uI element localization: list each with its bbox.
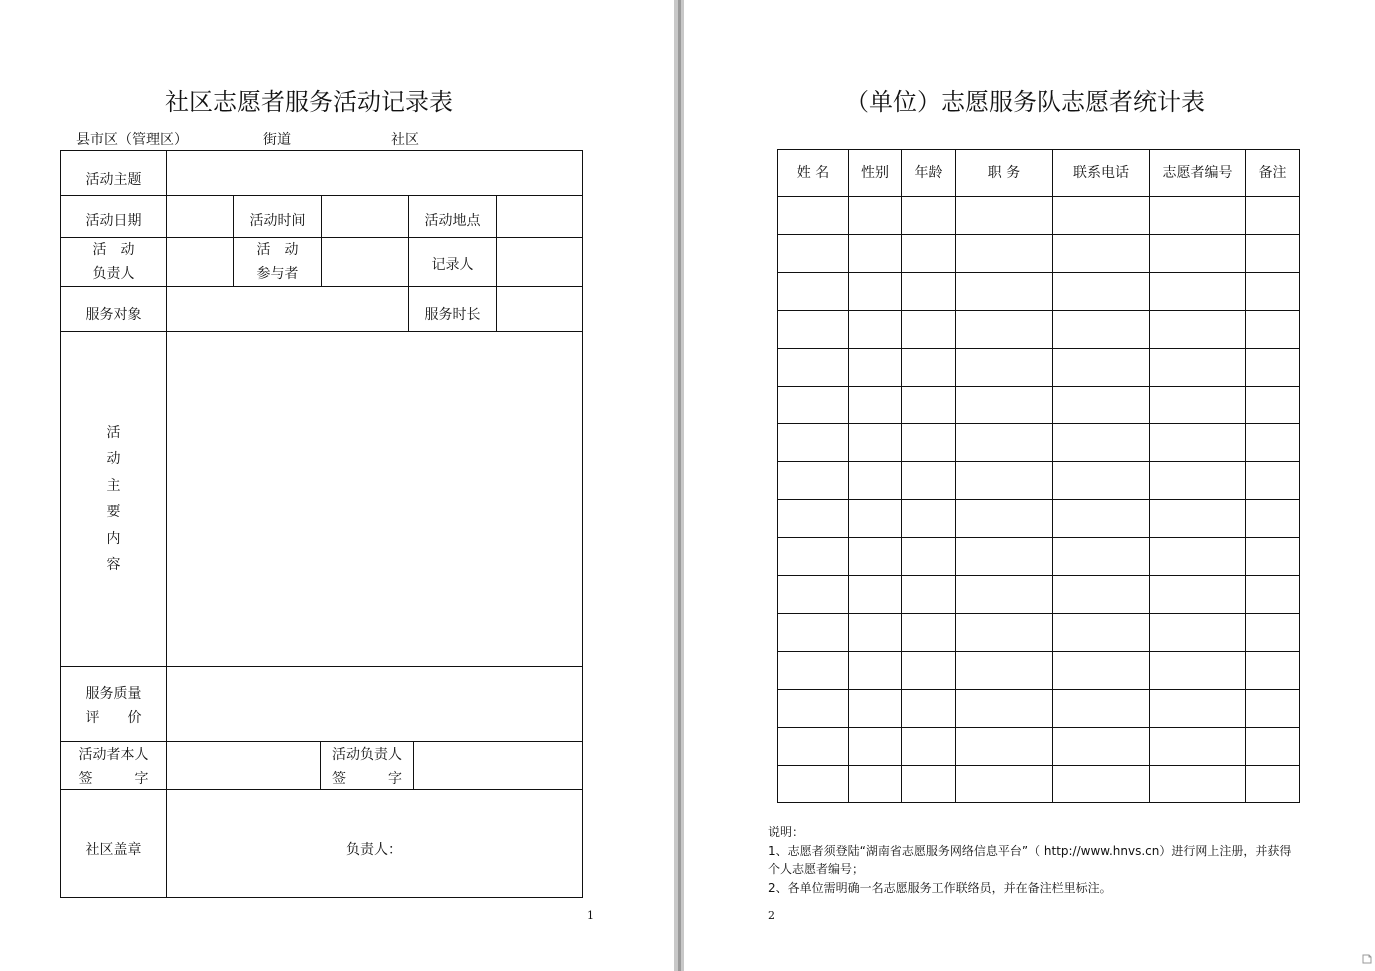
quality-label-line2: 评 价 [85,710,142,726]
column-header-name: 姓 名 [796,165,830,181]
column-header-remarks: 备注 [1258,165,1287,181]
table-border-side [1299,149,1300,803]
column-header-position: 职 务 [987,165,1021,181]
table-row-rule [777,765,1300,766]
leader-sign-label-line1: 活动负责人 [332,747,402,763]
table-column-rule [901,149,902,803]
form-rule [60,666,583,667]
table-row-rule [777,272,1300,273]
left-page-number: 1 [587,909,594,922]
left-page-title: 社区志愿者服务活动记录表 [165,88,453,116]
table-row-rule [777,348,1300,349]
recorder-label: 记录人 [431,257,474,273]
leader-label-line2: 负责人 [92,266,135,282]
notes-heading: 说明： [768,825,805,839]
table-row-rule [777,651,1300,652]
leader-sign-label-line2: 签 字 [332,771,402,787]
column-header-volunteer-id: 志愿者编号 [1162,165,1233,181]
table-column-rule [1149,149,1150,803]
quality-label [61,671,166,741]
table-row-rule [777,234,1300,235]
theme-label: 活动主题 [85,171,142,188]
page-corner-icon [1362,954,1372,964]
table-row-rule [777,575,1300,576]
content-label-char: 动 [106,451,121,467]
header-street: 街道 [263,132,291,148]
leader-label-line1: 活 动 [92,242,135,258]
notes-line-1-continued: 个人志愿者编号； [768,862,865,876]
notes-line-1: 1、志愿者须登陆“湖南省志愿服务网络信息平台”（ http://www.hnvs.cn）进行网上注册，并获得 [768,844,1292,858]
table-row-rule [777,461,1300,462]
content-label-char: 容 [106,557,121,573]
table-border-top [777,149,1300,150]
time-label: 活动时间 [249,213,306,229]
notes-line-2: 2、各单位需明确一名志愿服务工作联络员，并在备注栏里标注。 [768,881,1112,895]
seal-responsible: 负责人： [346,842,402,858]
table-row-rule [777,499,1300,500]
table-row-rule [777,727,1300,728]
table-column-rule [848,149,849,803]
participant-label-line2: 参与者 [256,266,299,282]
header-district: 县市区（管理区） [76,132,188,148]
content-label [61,332,166,666]
table-row-rule [777,310,1300,311]
content-label-char: 内 [106,530,121,547]
form-rule-v [496,195,497,331]
target-label: 服务对象 [85,306,142,323]
leader-sign-label [321,742,413,792]
table-row-rule [777,386,1300,387]
table-column-rule [955,149,956,803]
self-sign-label [61,742,166,792]
header-community: 社区 [391,132,419,148]
form-label-divider [166,150,167,898]
date-label: 活动日期 [85,213,142,229]
table-header-rule [777,196,1300,197]
table-row-rule [777,537,1300,538]
duration-label: 服务时长 [424,306,481,323]
participant-label-line1: 活 动 [256,242,299,258]
table-row-rule [777,613,1300,614]
form-rule-v [321,195,322,286]
table-row-rule [777,802,1300,803]
self-sign-label-line1: 活动者本人 [78,747,149,763]
column-header-gender: 性别 [861,165,889,181]
content-label-char: 活 [106,424,121,441]
content-label-char: 要 [106,504,121,520]
page-divider [678,0,681,971]
right-page-number: 2 [768,909,775,922]
quality-label-line1: 服务质量 [85,686,142,702]
form-border-top [60,150,583,151]
table-column-rule [1052,149,1053,803]
place-label: 活动地点 [424,213,481,229]
form-rule-v [413,741,414,789]
content-label-char: 主 [106,477,121,494]
table-row-rule [777,689,1300,690]
seal-label: 社区盖章 [85,842,142,858]
right-page-title: （单位）志愿服务队志愿者统计表 [845,88,1205,116]
table-row-rule [777,423,1300,424]
self-sign-label-line2: 签 字 [78,771,149,787]
participant-label [234,238,321,286]
table-border-side [777,149,778,803]
column-header-phone: 联系电话 [1073,165,1129,181]
table-column-rule [1245,149,1246,803]
form-border-right [582,150,583,898]
form-rule [60,286,583,287]
column-header-age: 年龄 [914,165,943,181]
leader-label [61,238,166,286]
